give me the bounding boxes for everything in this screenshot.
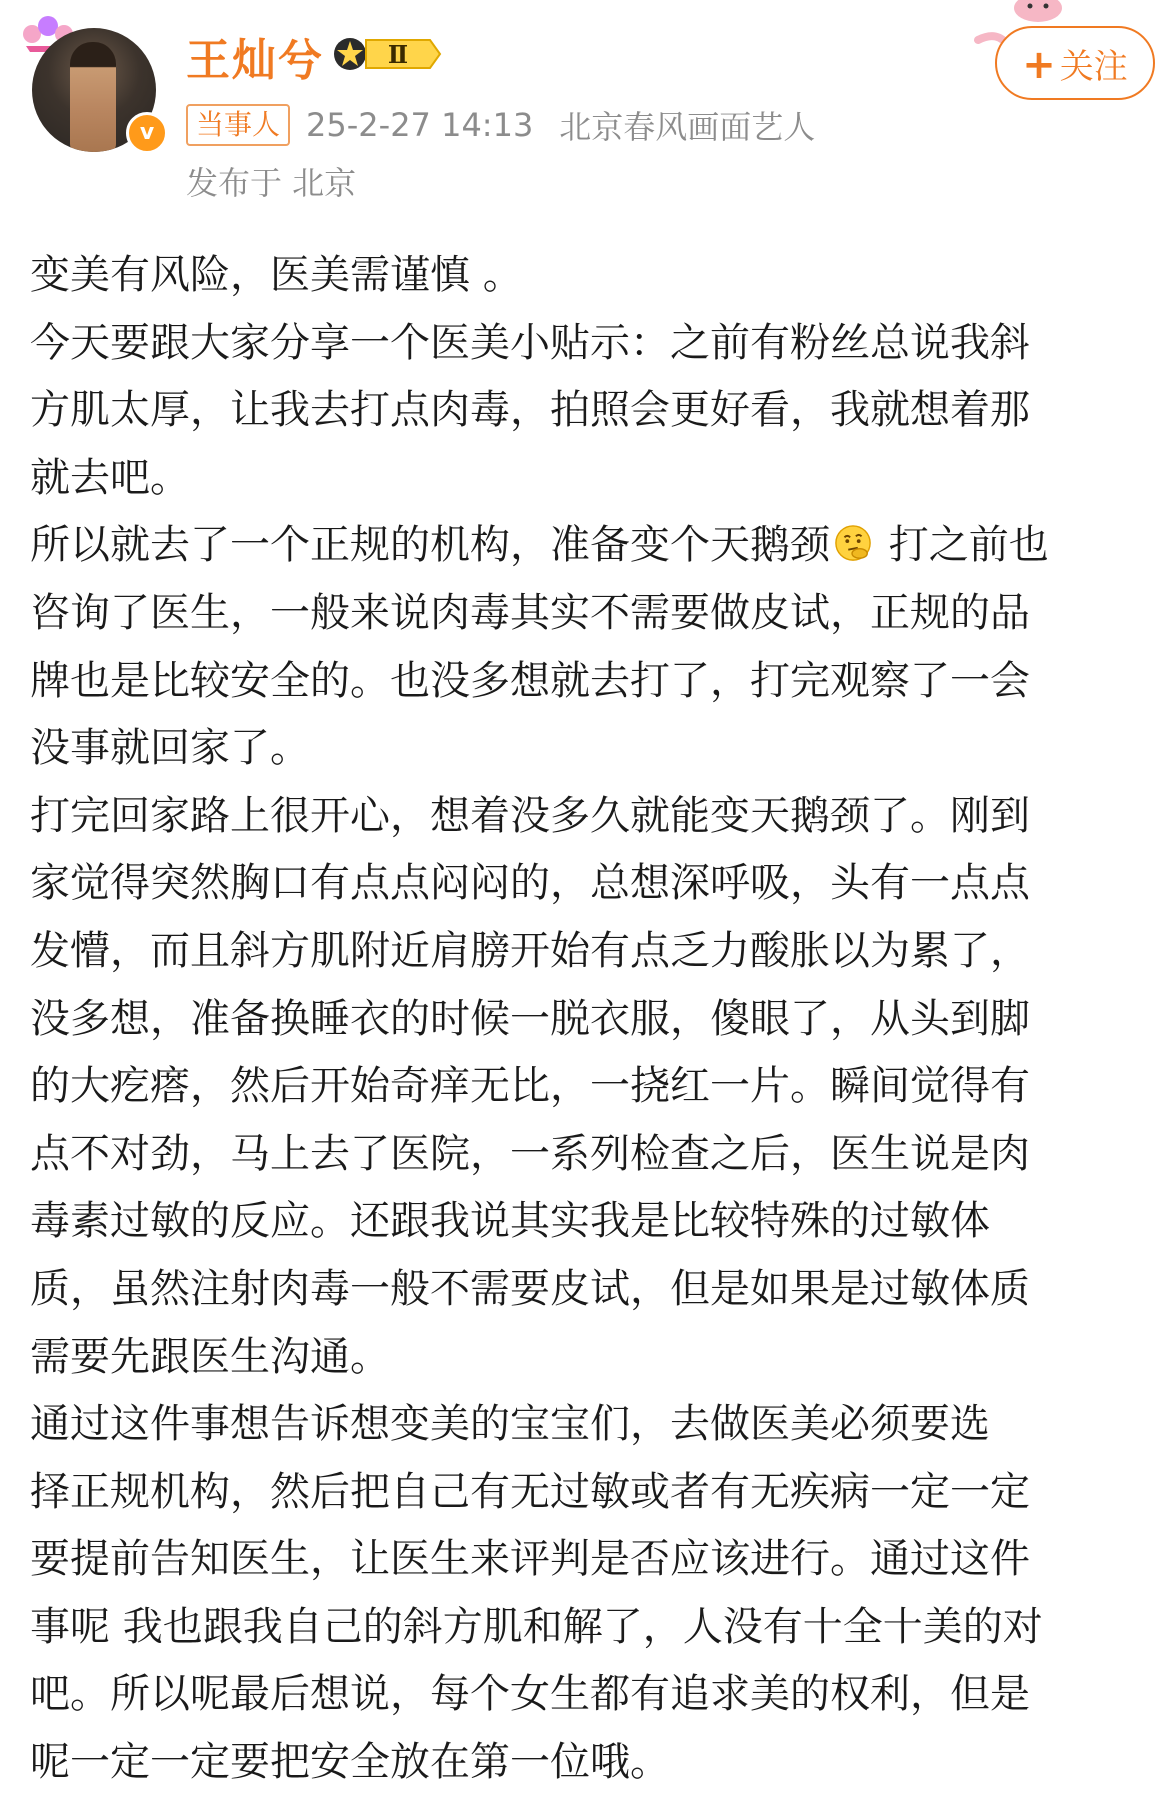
post-line: 就去吧。 [30, 454, 190, 501]
post-line: 今天要跟大家分享一个医美小贴示：之前有粉丝总说我斜 [30, 319, 1030, 366]
post-header [0, 0, 1171, 210]
post-line: 需要先跟医生沟通。 [30, 1333, 390, 1380]
post-location: 发布于 北京 [186, 164, 357, 202]
post-line: 家觉得突然胸口有点点闷闷的，总想深呼吸，头有一点点 [30, 860, 1030, 907]
post-line: 事呢 我也跟我自己的斜方肌和解了，人没有十全十美的对 [30, 1603, 1043, 1650]
post-line: 没多想，准备换睡衣的时候一脱衣服，傻眼了，从头到脚 [30, 995, 1030, 1042]
post-line: 打完回家路上很开心，想着没多久就能变天鹅颈了。刚到 [30, 792, 1030, 839]
post-line-text: 所以就去了一个正规的机构，准备变个天鹅颈 [30, 522, 830, 569]
avatar-wrap[interactable] [18, 6, 168, 156]
post-line: 质，虽然注射肉毒一般不需要皮试，但是如果是过敏体质 [30, 1265, 1030, 1312]
post-line: 通过这件事想告诉想变美的宝宝们，去做医美必须要选 [30, 1401, 990, 1448]
level-badge-icon [330, 34, 442, 74]
post-line: 要提前告知医生，让医生来评判是否应该进行。通过这件 [30, 1536, 1030, 1583]
post-line: 毒素过敏的反应。还跟我说其实我是比较特殊的过敏体 [30, 1198, 990, 1245]
post-line: 变美有风险，医美需谨慎 。 [30, 252, 523, 298]
post-line: 的大疙瘩，然后开始奇痒无比，一挠红一片。瞬间觉得有 [30, 1063, 1030, 1110]
follow-button-label: 关注 [1059, 47, 1128, 87]
post-line: 方肌太厚，让我去打点肉毒，拍照会更好看，我就想着那 [30, 387, 1030, 434]
level-badge-text: Ⅱ [387, 40, 409, 69]
post-line: 发懵，而且斜方肌附近肩膀开始有点乏力酸胀以为累了， [30, 927, 1030, 974]
post-line: 没事就回家了。 [30, 725, 310, 772]
post-line: 牌也是比较安全的。也没多想就去打了，打完观察了一会 [30, 657, 1030, 704]
post-line: 吧。所以呢最后想说，每个女生都有追求美的权利，但是 [30, 1671, 1030, 1718]
post-line: 咨询了医生，一般来说肉毒其实不需要做皮试，正规的品 [30, 589, 1030, 636]
follow-button[interactable] [995, 26, 1155, 100]
post-body [30, 242, 1156, 1797]
post-timestamp: 25-2-27 14:13 [306, 106, 534, 144]
party-tag: 当事人 [186, 104, 290, 146]
post-source[interactable]: 北京春风画面艺人 [559, 108, 816, 146]
meta-row [186, 103, 815, 147]
avatar-figure [70, 42, 116, 152]
verified-icon: v [126, 112, 168, 154]
plus-icon: + [1022, 42, 1056, 88]
post-line-text: 打之前也 [876, 522, 1049, 569]
username[interactable]: 王灿兮 [186, 35, 324, 86]
post-line: 呢一定一定要把安全放在第一位哦。 [30, 1739, 670, 1786]
post-line [30, 512, 1156, 580]
post-line: 点不对劲，马上去了医院，一系列检查之后，医生说是肉 [30, 1130, 1030, 1177]
post-line: 择正规机构，然后把自己有无过敏或者有无疾病一定一定 [30, 1468, 1030, 1515]
thinking-emoji-icon [834, 524, 872, 562]
